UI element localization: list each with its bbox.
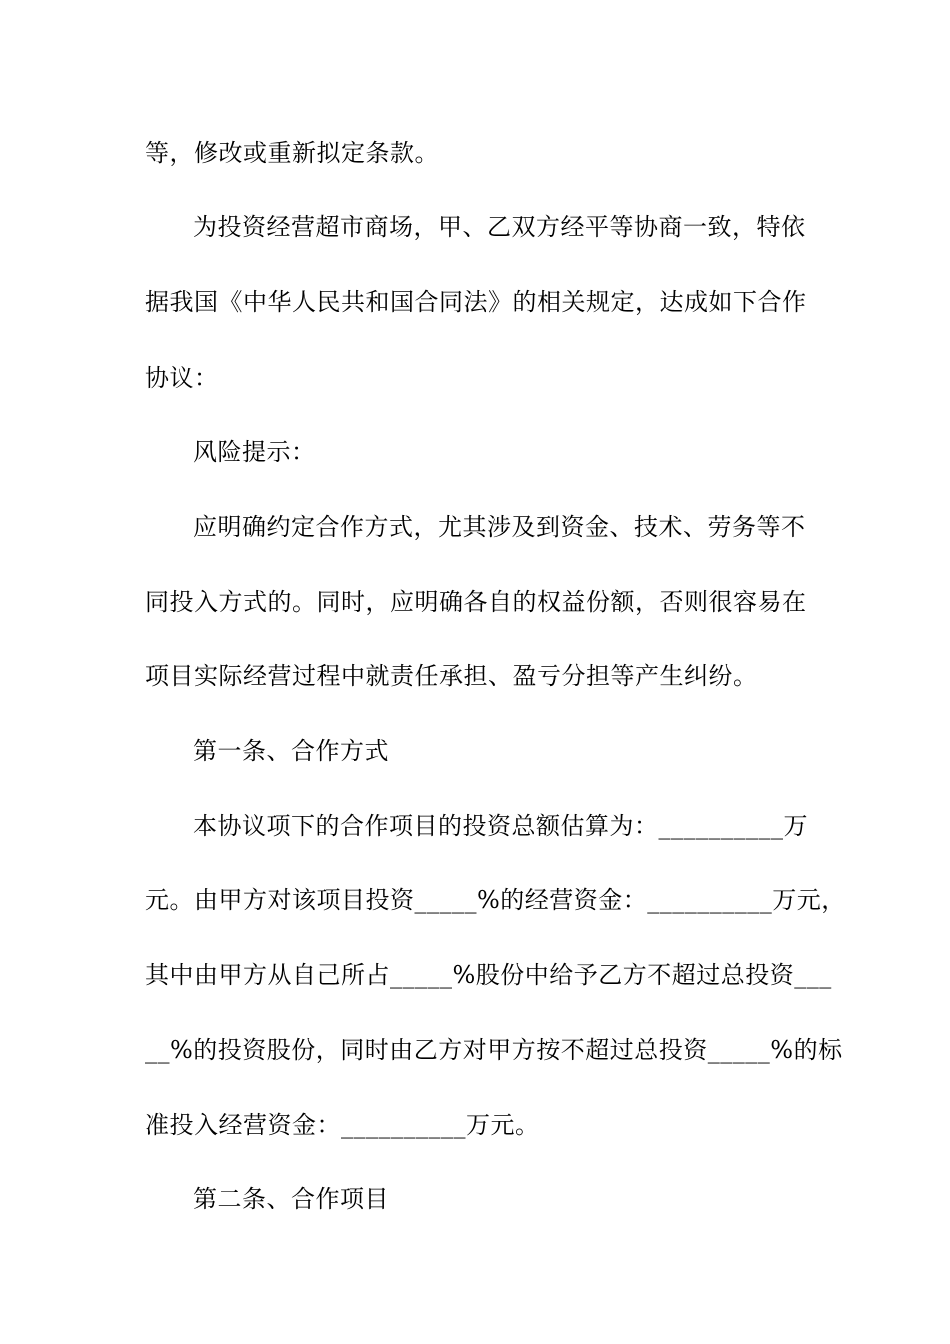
paragraph-line: 应明确约定合作方式，尤其涉及到资金、技术、劳务等不 (193, 513, 806, 541)
paragraph-line: 其中由甲方从自己所占_____%股份中给予乙方不超过总投资___ (145, 961, 832, 989)
paragraph-line: 元。由甲方对该项目投资_____%的经营资金：__________万元， (145, 886, 846, 914)
paragraph-line: 项目实际经营过程中就责任承担、盈亏分担等产生纠纷。 (145, 662, 758, 690)
paragraph-line: 准投入经营资金：__________万元。 (145, 1111, 540, 1139)
paragraph-line: __%的投资股份，同时由乙方对甲方按不超过总投资_____%的标 (145, 1036, 843, 1064)
paragraph-line: 本协议项下的合作项目的投资总额估算为：__________万 (193, 812, 808, 840)
paragraph-line: 据我国《中华人民共和国合同法》的相关规定，达成如下合作 (145, 288, 807, 316)
article-heading: 第二条、合作项目 (193, 1185, 389, 1213)
paragraph-line: 等，修改或重新拟定条款。 (145, 139, 439, 167)
paragraph-line: 为投资经营超市商场，甲、乙双方经平等协商一致，特依 (193, 213, 806, 241)
paragraph-line: 协议： (145, 364, 219, 392)
paragraph-line: 同投入方式的。同时，应明确各自的权益份额，否则很容易在 (145, 588, 807, 616)
article-heading: 第一条、合作方式 (193, 737, 389, 765)
section-heading: 风险提示： (193, 438, 316, 466)
